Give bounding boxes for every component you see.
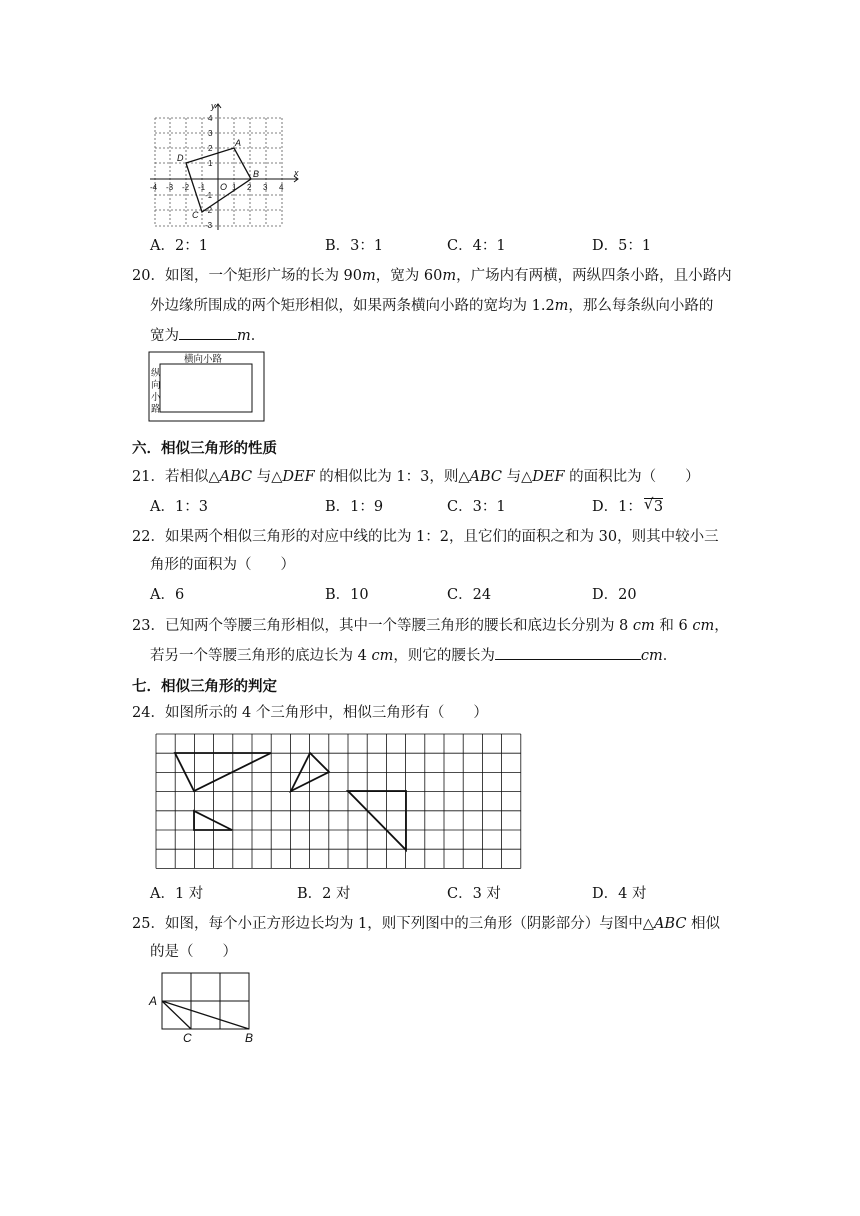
q24-option-c[interactable]: C．3 对 bbox=[447, 886, 501, 902]
q21-option-c[interactable]: C．3：1 bbox=[447, 499, 506, 515]
q20-stem-line3: 宽为 m． bbox=[150, 325, 265, 346]
q22-stem-line1: 22．如果两个相似三角形的对应中线的比为 1：2，且它们的面积之和为 30，则其中较小三 bbox=[132, 529, 719, 545]
y-tick: 3 bbox=[208, 129, 213, 138]
axis-y-label: y bbox=[211, 101, 216, 111]
q22-option-a[interactable]: A．6 bbox=[150, 587, 185, 603]
q20-side-label: 向 bbox=[151, 380, 161, 391]
q23-stem-line2: 若另一个等腰三角形的底边长为 4 cm，则它的腰长为 cm． bbox=[150, 645, 677, 666]
q19-option-d[interactable]: D．5：1 bbox=[592, 238, 652, 254]
point-b-label: B bbox=[253, 169, 260, 179]
q23-stem-line1: 23．已知两个等腰三角形相似，其中一个等腰三角形的腰长和底边长分别为 8 cm 和 6 cm， bbox=[132, 618, 729, 634]
q20-stem-line2: 外边缘所围成的两个矩形相似，如果两条横向小路的宽均为 1.2m，那么每条纵向小路的 bbox=[150, 298, 714, 314]
q20-side-label: 小 bbox=[151, 392, 161, 403]
q19-option-b[interactable]: B．3：1 bbox=[325, 238, 384, 254]
point-d-label: D bbox=[177, 153, 184, 163]
q23-answer-blank[interactable] bbox=[495, 645, 641, 660]
q22-option-c[interactable]: C．24 bbox=[447, 587, 492, 603]
x-tick: 1 bbox=[232, 183, 237, 192]
q20-side-label: 路 bbox=[151, 404, 161, 415]
q24-option-b[interactable]: B．2 对 bbox=[297, 886, 351, 902]
q25-stem-line2: 的是（ ） bbox=[150, 944, 237, 960]
q24-triangle-grid bbox=[150, 730, 530, 874]
q25-label-a: A bbox=[149, 994, 158, 1008]
q19-coordinate-figure bbox=[148, 100, 308, 230]
x-tick: 2 bbox=[247, 183, 252, 192]
point-c-label: C bbox=[192, 210, 199, 220]
axis-x-label: x bbox=[294, 168, 299, 178]
q19-option-a[interactable]: A．2：1 bbox=[150, 238, 208, 254]
q21-stem: 21．若相似△ABC 与△DEF 的相似比为 1：3，则△ABC 与△DEF 的面积比为（ ） bbox=[132, 469, 700, 485]
x-tick: -3 bbox=[166, 183, 174, 192]
x-tick: -2 bbox=[182, 183, 190, 192]
section-heading-6: 六．相似三角形的性质 bbox=[132, 441, 277, 457]
x-tick: -4 bbox=[150, 183, 158, 192]
q25-stem-line1: 25．如图，每个小正方形边长均为 1，则下列图中的三角形（阴影部分）与图中△ABC 相似 bbox=[132, 916, 721, 932]
q20-plaza-figure bbox=[148, 351, 266, 423]
q22-stem-line2: 角形的面积为（ ） bbox=[150, 557, 295, 573]
x-tick: -1 bbox=[198, 183, 206, 192]
q22-option-d[interactable]: D．20 bbox=[592, 587, 637, 603]
q20-stem-line1: 20．如图，一个矩形广场的长为 90m，宽为 60m，广场内有两横，两纵四条小路，且小路内 bbox=[132, 268, 732, 284]
y-tick: 2 bbox=[208, 144, 213, 153]
q20-top-label: 横向小路 bbox=[184, 354, 223, 365]
section-heading-7: 七．相似三角形的判定 bbox=[132, 679, 277, 695]
x-tick: 4 bbox=[279, 183, 284, 192]
y-tick: 4 bbox=[208, 114, 213, 123]
q24-option-a[interactable]: A．1 对 bbox=[150, 886, 204, 902]
x-tick: 3 bbox=[263, 183, 268, 192]
y-tick: -2 bbox=[205, 206, 213, 215]
q25-label-c: C bbox=[183, 1031, 192, 1045]
q20-side-label: 纵 bbox=[151, 368, 161, 379]
q25-label-b: B bbox=[245, 1031, 254, 1045]
q24-triangle-3 bbox=[194, 811, 232, 830]
q21-option-d[interactable]: D．1： √ 3 bbox=[592, 495, 664, 515]
q25-abc-figure bbox=[146, 968, 264, 1046]
y-tick: -3 bbox=[205, 221, 213, 230]
q24-triangle-4 bbox=[348, 791, 406, 850]
origin-label: O bbox=[220, 182, 228, 192]
q21-option-a[interactable]: A．1：3 bbox=[150, 499, 208, 515]
y-tick: -1 bbox=[205, 191, 213, 200]
q21-option-b[interactable]: B．1：9 bbox=[325, 499, 384, 515]
q24-option-d[interactable]: D．4 对 bbox=[592, 886, 647, 902]
point-a-label: A bbox=[235, 138, 242, 148]
q22-option-b[interactable]: B．10 bbox=[325, 587, 369, 603]
sqrt-symbol: √ 3 bbox=[643, 495, 664, 515]
q19-option-c[interactable]: C．4：1 bbox=[447, 238, 506, 254]
q24-stem: 24．如图所示的 4 个三角形中，相似三角形有（ ） bbox=[132, 705, 488, 721]
y-tick: 1 bbox=[208, 159, 213, 168]
q20-answer-blank[interactable] bbox=[179, 325, 237, 340]
